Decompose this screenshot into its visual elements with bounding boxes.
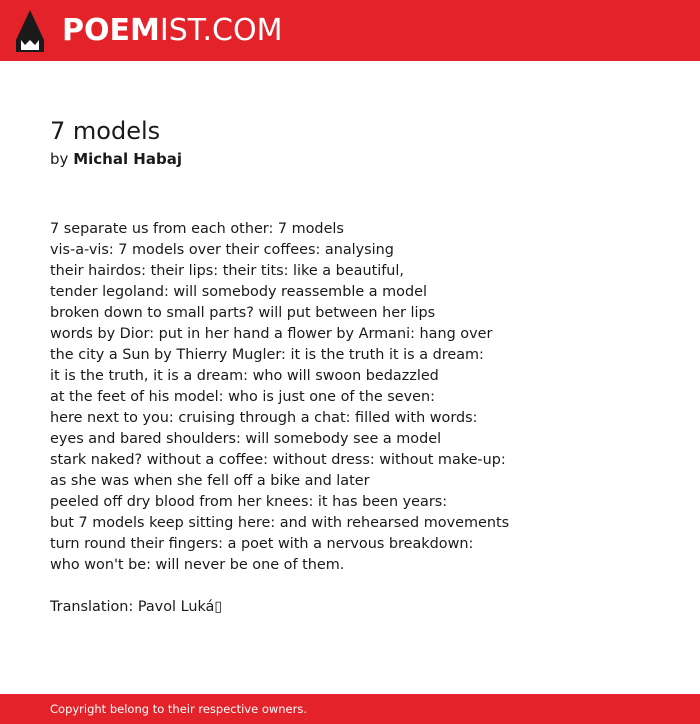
poem-line: here next to you: cruising through a chat: filled with words: <box>50 410 478 426</box>
site-footer <box>0 694 700 724</box>
poem-line: 7 separate us from each other: 7 models <box>50 221 344 237</box>
poem-line: their hairdos: their lips: their tits: like a beautiful, <box>50 263 404 279</box>
poem-line: turn round their fingers: a poet with a nervous breakdown: <box>50 536 474 552</box>
poem-line: as she was when she fell off a bike and later <box>50 473 370 489</box>
site-header <box>0 0 700 61</box>
poem-title: 7 models <box>50 117 161 145</box>
poem-line: vis-a-vis: 7 models over their coffees: analysing <box>50 242 394 258</box>
poem-line: but 7 models keep sitting here: and with rehearsed movements <box>50 515 510 531</box>
poem-line: stark naked? without a coffee: without dress: without make-up: <box>50 452 506 468</box>
poem-line: broken down to small parts? will put between her lips <box>50 305 436 321</box>
poem-line: the city a Sun by Thierry Mugler: it is the truth it is a dream: <box>50 347 484 363</box>
logo-light-text: IST.COM <box>159 13 283 48</box>
poem-line: peeled off dry blood from her knees: it has been years: <box>50 494 448 510</box>
byline <box>50 149 182 169</box>
poem-line: who won't be: will never be one of them. <box>50 557 345 573</box>
pencil-icon[interactable] <box>16 10 44 52</box>
poem-body <box>50 219 650 576</box>
translation-credit: Translation: Pavol Luká▯ <box>50 599 223 615</box>
author-name: Michal Habaj <box>73 150 182 168</box>
poem-line: words by Dior: put in her hand a flower by Armani: hang over <box>50 326 493 342</box>
copyright-text: Copyright belong to their respective owners. <box>50 702 308 716</box>
logo-bold-text: POEM <box>62 13 160 48</box>
poem-line: it is the truth, it is a dream: who will swoon bedazzled <box>50 368 439 384</box>
by-label: by <box>50 150 69 168</box>
site-logo[interactable] <box>62 12 282 50</box>
poem-line: at the feet of his model: who is just one of the seven: <box>50 389 435 405</box>
poem-line: eyes and bared shoulders: will somebody see a model <box>50 431 442 447</box>
poem-line: tender legoland: will somebody reassemble a model <box>50 284 427 300</box>
